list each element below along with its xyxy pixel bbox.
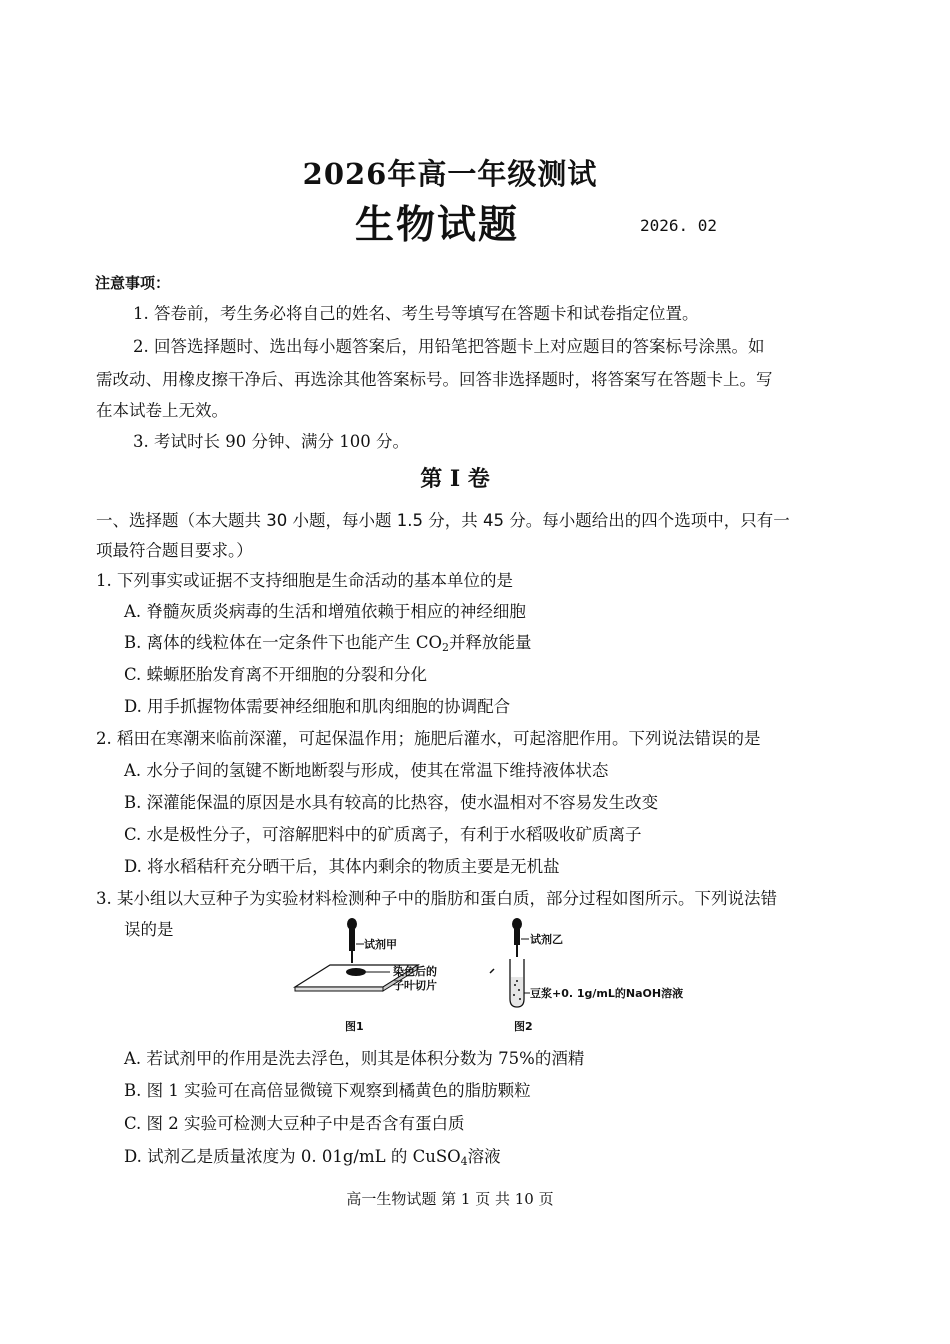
question-1-option-d: D. 用手抓握物体需要神经细胞和肌肉细胞的协调配合: [124, 697, 511, 716]
question-2-stem: 2. 稻田在寒潮来临前深灌，可起保温作用；施肥后灌水，可起溶肥作用。下列说法错误的是: [96, 729, 761, 748]
notes-heading: 注意事项：: [95, 274, 171, 292]
slice-label-line2: 子叶切片: [393, 979, 437, 992]
section-intro-line2: 项最符合题目要求。）: [96, 541, 253, 560]
section-title: 第 Ⅰ 卷: [420, 466, 490, 492]
question-1-option-b: B. 离体的线粒体在一定条件下也能产生 $CO_2$并释放能量: [124, 633, 532, 654]
note-item-2-line1: 2. 回答选择题时、选出每小题答案后，用铅笔把答题卡上对应题目的答案标号涂黑。如: [133, 337, 765, 356]
figure-2-test-tube: [510, 959, 524, 1007]
question-2-option-a: A. 水分子间的氢键不断地断裂与形成，使其在常温下维持液体状态: [124, 761, 609, 780]
question-3-stem-line2: 误的是: [124, 920, 174, 939]
figure-1-dropper: [347, 918, 357, 963]
section-intro-line1: 一、选择题（本大题共 30 小题，每小题 1.5 分，共 45 分。每小题给出的四个选项中，只有一: [96, 511, 790, 530]
note-item-3: 3. 考试时长 90 分钟、满分 100 分。: [133, 432, 409, 451]
note-item-1: 1. 答卷前，考生务必将自己的姓名、考生号等填写在答题卡和试卷指定位置。: [133, 304, 699, 323]
question-3-option-c: C. 图 2 实验可检测大豆种子中是否含有蛋白质: [124, 1114, 465, 1133]
figure-2-dropper: [512, 918, 522, 957]
tube-label: 豆浆+0. 1g/mL的NaOH溶液: [530, 987, 684, 1000]
figure-1-caption: 图1: [345, 1020, 364, 1033]
figure-2-caption: 图2: [514, 1020, 533, 1033]
question-1-stem: 1. 下列事实或证据不支持细胞是生命活动的基本单位的是: [96, 571, 513, 590]
reagent-a-label: 试剂甲: [364, 938, 397, 951]
question-2-option-d: D. 将水稻秸秆充分晒干后，其体内剩余的物质主要是无机盐: [124, 857, 560, 876]
question-3-option-b: B. 图 1 实验可在高倍显微镜下观察到橘黄色的脂肪颗粒: [124, 1081, 531, 1100]
question-1-option-c: C. 蝾螈胚胎发育离不开细胞的分裂和分化: [124, 665, 428, 684]
slice-label-line1: 染色后的: [393, 965, 437, 978]
note-item-2-line3: 在本试卷上无效。: [96, 401, 228, 420]
question-2-option-c: C. 水是极性分子，可溶解肥料中的矿质离子，有利于水稻吸收矿质离子: [124, 825, 642, 844]
exam-date: 2026. 02: [640, 216, 718, 235]
question-2-option-b: B. 深灌能保温的原因是水具有较高的比热容，使水温相对不容易发生改变: [124, 793, 659, 812]
question-3-stem-line1: 3. 某小组以大豆种子为实验材料检测种子中的脂肪和蛋白质，部分过程如图所示。下列说法错: [96, 889, 777, 908]
exam-title: 2026年高一年级测试: [302, 157, 598, 191]
reagent-b-label: 试剂乙: [530, 933, 563, 946]
question-3-option-d: D. 试剂乙是质量浓度为 0. 01g/mL 的 CuSO$_4$溶液: [124, 1147, 501, 1168]
question-1-option-a: A. 脊髓灰质炎病毒的生活和增殖依赖于相应的神经细胞: [124, 602, 526, 621]
subject-title: 生物试题: [355, 202, 520, 248]
page-footer: 高一生物试题 第 1 页 共 10 页: [346, 1190, 554, 1208]
question-3-option-a: A. 若试剂甲的作用是洗去浮色，则其是体积分数为 75%的酒精: [124, 1049, 585, 1068]
note-item-2-line2: 需改动、用橡皮擦干净后、再选涂其他答案标号。回答非选择题时，将答案写在答题卡上。写: [96, 370, 773, 389]
experiment-figure: [290, 915, 710, 1040]
